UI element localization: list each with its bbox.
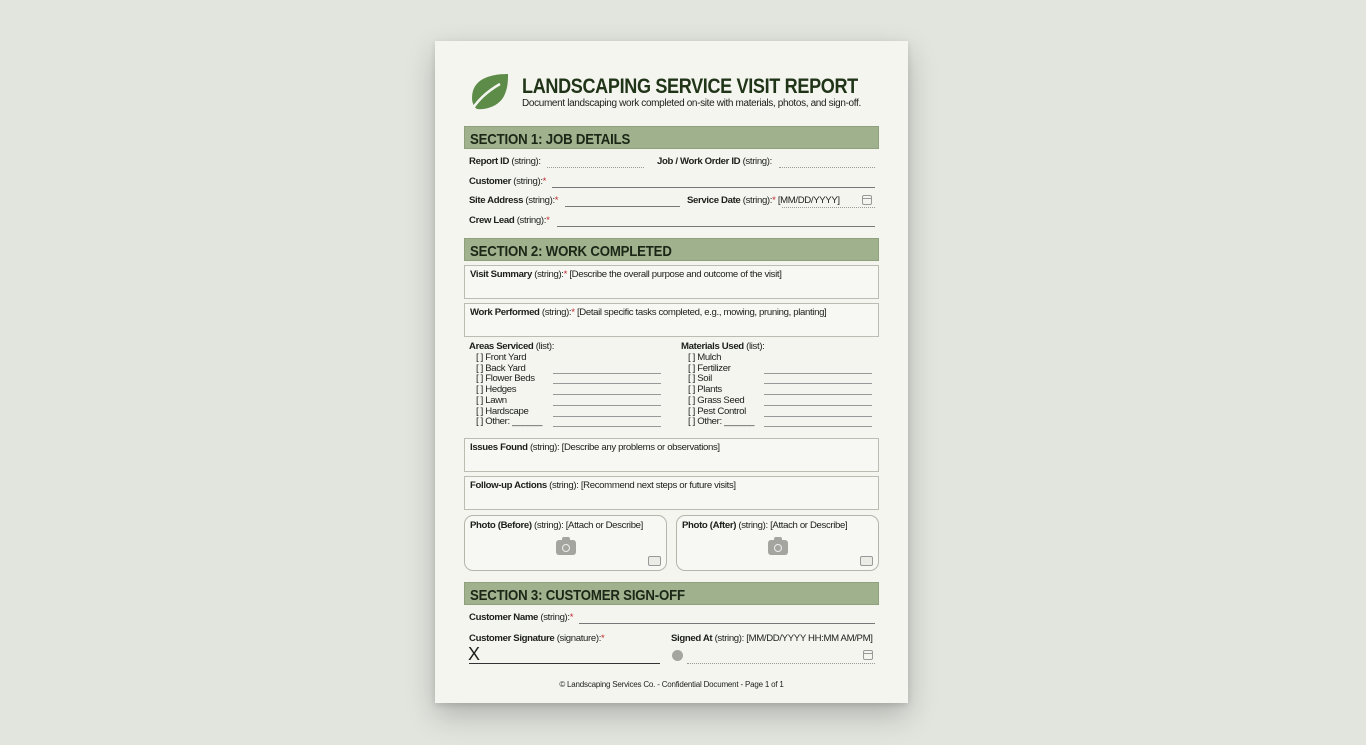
issues-found-field[interactable]: Issues Found (string): [Describe any problems or observations] xyxy=(464,438,879,472)
customer-label: Customer (string):* xyxy=(469,176,547,187)
note-line[interactable] xyxy=(553,416,661,417)
checklist-item[interactable]: [ ] Other: ______ xyxy=(688,416,755,428)
work-order-field[interactable] xyxy=(779,167,875,168)
checklist-item[interactable]: [ ] Soil xyxy=(688,373,712,385)
work-order-label: Job / Work Order ID (string): xyxy=(657,156,772,167)
section-title: SECTION 2: WORK COMPLETED xyxy=(470,243,672,260)
clock-icon[interactable] xyxy=(672,650,683,661)
customer-signature-label: Customer Signature (signature):* xyxy=(469,633,605,644)
calendar-icon[interactable] xyxy=(862,195,872,205)
section-2-header xyxy=(464,238,879,261)
section-1-header xyxy=(464,126,879,149)
customer-name-label: Customer Name (string):* xyxy=(469,612,574,623)
checklist-item[interactable]: [ ] Lawn xyxy=(476,394,507,406)
note-line[interactable] xyxy=(764,394,872,395)
checklist-item[interactable]: [ ] Front Yard xyxy=(476,352,527,363)
camera-icon[interactable] xyxy=(768,540,788,555)
report-id-field[interactable] xyxy=(547,167,644,168)
note-line[interactable] xyxy=(553,373,661,374)
service-date-field[interactable]: [MM/DD/YYYY] xyxy=(777,195,840,206)
leaf-icon xyxy=(468,72,510,114)
checklist-item[interactable]: [ ] Plants xyxy=(688,384,722,396)
signed-at-field[interactable] xyxy=(687,663,875,664)
footer: © Landscaping Services Co. - Confidential Document - Page 1 of 1 xyxy=(559,680,784,689)
note-line[interactable] xyxy=(764,426,872,427)
note-line[interactable] xyxy=(764,383,872,384)
checklist-item[interactable]: [ ] Mulch xyxy=(688,352,722,363)
camera-icon[interactable] xyxy=(556,540,576,555)
image-icon[interactable] xyxy=(648,556,661,566)
checklist-item[interactable]: [ ] Back Yard xyxy=(476,362,526,374)
customer-field[interactable] xyxy=(552,187,875,188)
site-address-field[interactable] xyxy=(565,206,680,207)
note-line[interactable] xyxy=(764,416,872,417)
signature-field[interactable] xyxy=(469,663,660,664)
checklist-item[interactable]: [ ] Hardscape xyxy=(476,405,529,417)
checklist-item[interactable]: [ ] Other: ______ xyxy=(476,416,543,428)
photo-before-field[interactable]: Photo (Before) (string): [Attach or Describe] xyxy=(464,515,667,571)
note-line[interactable] xyxy=(553,426,661,427)
work-performed-field[interactable]: Work Performed (string):* [Detail specific tasks completed, e.g., mowing, pruning, planting] xyxy=(464,303,879,337)
signed-at-label: Signed At (string): [MM/DD/YYYY HH:MM AM/PM] xyxy=(671,633,873,644)
image-icon[interactable] xyxy=(860,556,873,566)
visit-summary-field[interactable]: Visit Summary (string):* [Describe the overall purpose and outcome of the visit] xyxy=(464,265,879,299)
crew-lead-field[interactable] xyxy=(557,226,875,227)
note-line[interactable] xyxy=(553,383,661,384)
checklist-item[interactable]: [ ] Grass Seed xyxy=(688,394,745,406)
section-title: SECTION 1: JOB DETAILS xyxy=(470,131,631,148)
section-title: SECTION 3: CUSTOMER SIGN-OFF xyxy=(470,587,685,604)
service-date-underline xyxy=(782,207,875,208)
photo-after-field[interactable]: Photo (After) (string): [Attach or Describe] xyxy=(676,515,879,571)
checklist-item[interactable]: [ ] Fertilizer xyxy=(688,362,731,374)
checklist-item[interactable]: [ ] Flower Beds xyxy=(476,373,535,385)
report-page xyxy=(435,41,908,703)
note-line[interactable] xyxy=(553,394,661,395)
section-3-header xyxy=(464,582,879,605)
calendar-icon[interactable] xyxy=(863,650,873,660)
report-title: LANDSCAPING SERVICE VISIT REPORT xyxy=(522,75,858,98)
areas-serviced-label: Areas Serviced (list): xyxy=(469,341,555,352)
report-id-label: Report ID (string): xyxy=(469,156,541,167)
service-date-label: Service Date (string):* [MM/DD/YYYY] xyxy=(687,195,840,206)
report-subtitle: Document landscaping work completed on-site with materials, photos, and sign-off. xyxy=(522,98,861,109)
checklist-item[interactable]: [ ] Pest Control xyxy=(688,405,746,417)
signature-x-mark: X xyxy=(468,644,481,664)
note-line[interactable] xyxy=(553,405,661,406)
materials-used-label: Materials Used (list): xyxy=(681,341,765,352)
note-line[interactable] xyxy=(764,373,872,374)
note-line[interactable] xyxy=(764,405,872,406)
customer-name-field[interactable] xyxy=(579,623,875,624)
site-address-label: Site Address (string):* xyxy=(469,195,559,206)
checklist-item[interactable]: [ ] Hedges xyxy=(476,384,517,396)
crew-lead-label: Crew Lead (string):* xyxy=(469,215,550,226)
followup-actions-field[interactable]: Follow-up Actions (string): [Recommend next steps or future visits] xyxy=(464,476,879,510)
